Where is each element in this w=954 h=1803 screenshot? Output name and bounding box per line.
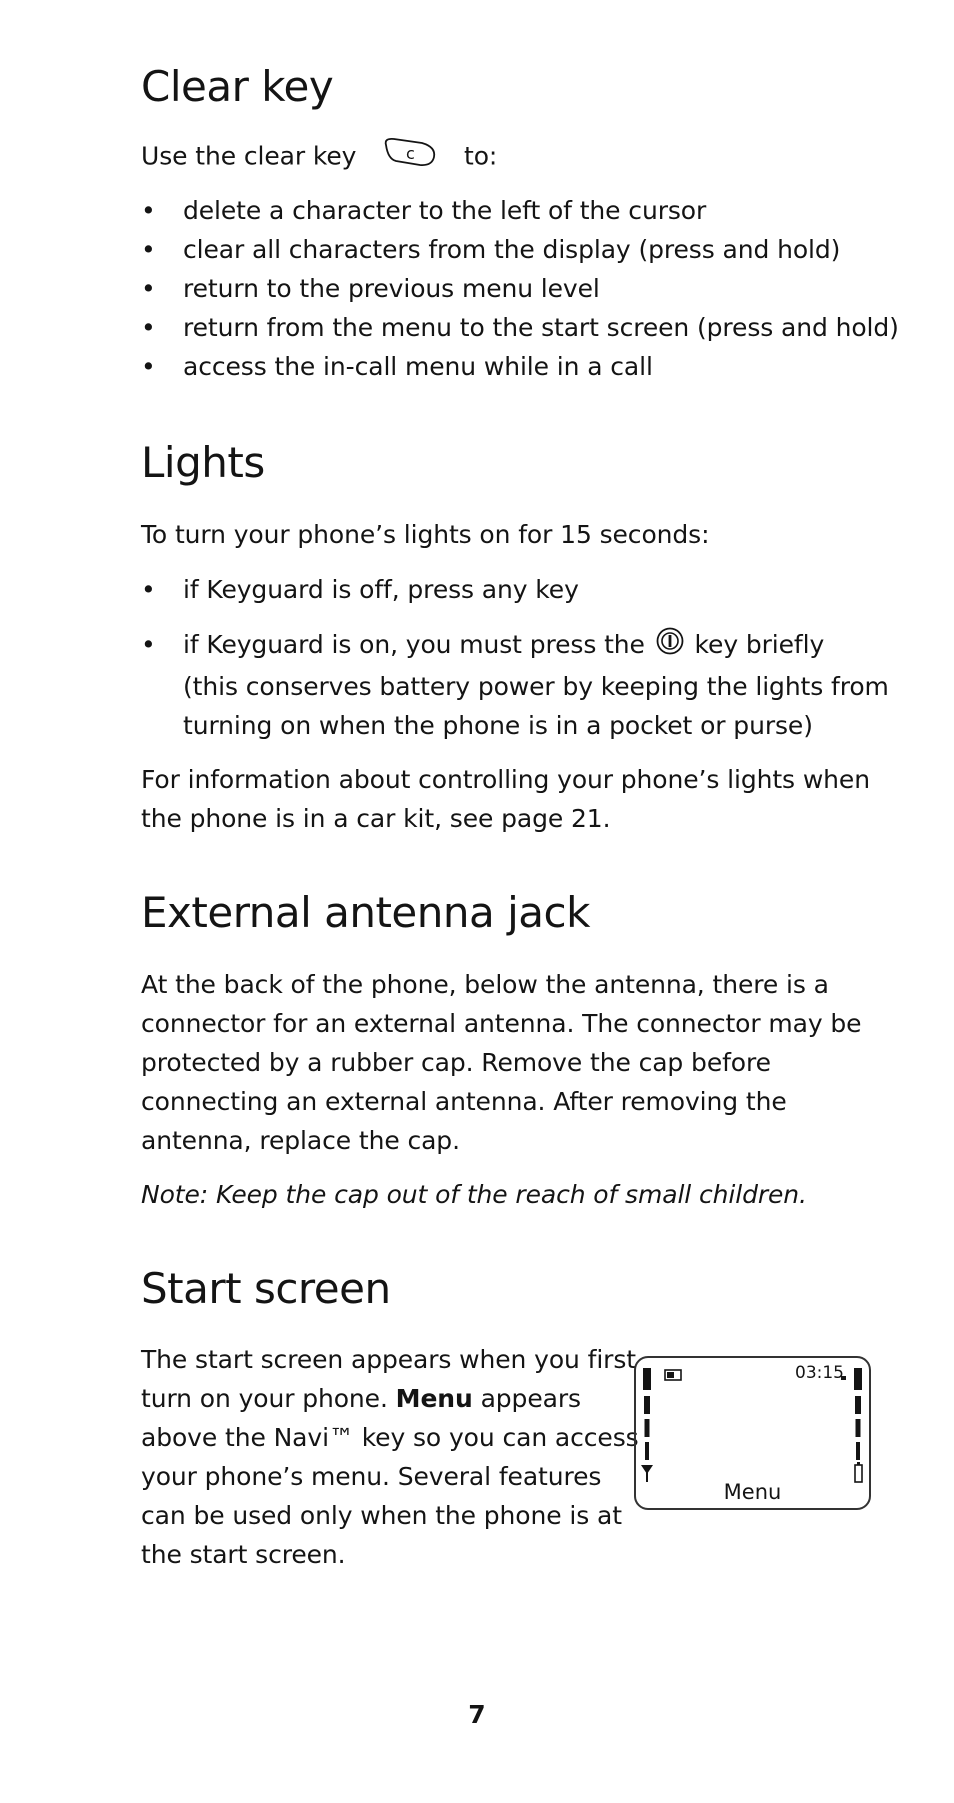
menu-bold-label: Menu [395, 1384, 473, 1413]
antenna-line: connecting an external antenna. After removing the [141, 1087, 787, 1116]
start-line: appears [480, 1384, 581, 1413]
start-line: The start screen appears when you first [141, 1345, 636, 1374]
antenna-line: connector for an external antenna. The connector may be [141, 1009, 862, 1038]
antenna-line: antenna, replace the cap. [141, 1126, 460, 1155]
lights-bullet2-line3: turning on when the phone is in a pocket or purse) [183, 710, 813, 740]
heading-lights: Lights [141, 438, 265, 487]
list-item: • delete a character to the left of the cursor [141, 191, 899, 230]
clear-key-list [141, 191, 899, 386]
page-number: 7 [468, 1700, 486, 1729]
lights-bullet2-line2: (this conserves battery power by keeping the lights from [183, 671, 889, 701]
menu-softkey-label: Menu [723, 1480, 782, 1504]
signal-strength-icon [641, 1368, 653, 1482]
antenna-paragraph [141, 965, 861, 1160]
clear-key-intro-text: Use the clear key [141, 141, 357, 171]
antenna-line: protected by a rubber cap. Remove the cap before [141, 1048, 771, 1077]
indicator-icon [665, 1370, 681, 1380]
power-key-icon [655, 626, 685, 667]
list-item: • clear all characters from the display (press and hold) [141, 230, 899, 269]
lights-bullet2-text: if Keyguard is on, you must press the [183, 630, 645, 659]
lights-bullet2-tail: key briefly [694, 630, 825, 659]
lights-paragraph [141, 760, 870, 838]
list-item: • access the in-call menu while in a call [141, 347, 899, 386]
battery-level-icon [854, 1368, 862, 1482]
svg-text:c: c [406, 144, 415, 163]
antenna-line: At the back of the phone, below the antenna, there is a [141, 970, 829, 999]
clock-display: 03:15 [795, 1363, 844, 1383]
start-line: the start screen. [141, 1540, 346, 1569]
lights-para-line2: the phone is in a car kit, see page 21. [141, 804, 611, 833]
clear-key-intro-to: to: [464, 141, 498, 171]
phone-display-illustration [634, 1356, 871, 1510]
antenna-note: Note: Keep the cap out of the reach of small children. [141, 1180, 807, 1209]
list-item: • return from the menu to the start screen (press and hold) [141, 308, 899, 347]
clear-key-intro [141, 135, 497, 180]
list-item [141, 625, 889, 745]
start-line: turn on your phone. [141, 1384, 388, 1413]
heading-clear-key: Clear key [141, 62, 334, 111]
lights-para-line1: For information about controlling your phone’s lights when [141, 765, 870, 794]
list-item: • return to the previous menu level [141, 269, 899, 308]
heading-external-antenna-jack: External antenna jack [141, 888, 590, 937]
heading-start-screen: Start screen [141, 1264, 391, 1313]
list-item: • if Keyguard is off, press any key [141, 570, 889, 609]
start-line: your phone’s menu. Several features [141, 1462, 602, 1491]
start-line: can be used only when the phone is at [141, 1501, 622, 1530]
c-key-icon [382, 135, 438, 180]
lights-list [141, 570, 889, 745]
lights-intro: To turn your phone’s lights on for 15 seconds: [141, 520, 710, 549]
start-screen-paragraph [141, 1340, 639, 1574]
start-line: above the Navi™ key so you can access [141, 1423, 639, 1452]
